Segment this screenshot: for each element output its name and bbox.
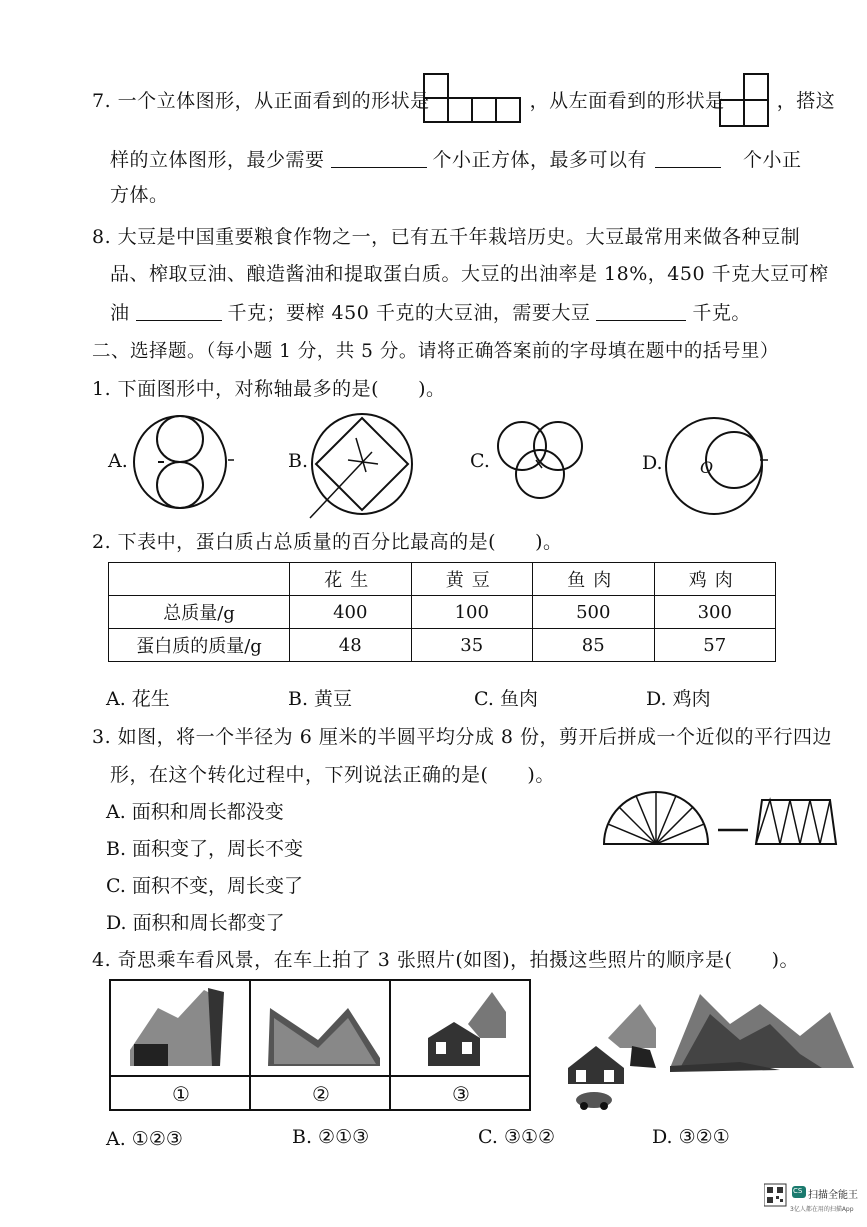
scanner-badge: CS [793,1187,803,1195]
photo-label-1: ① [172,1082,190,1106]
table-header-cell: 黄豆 [411,563,533,596]
scanner-brand: 扫描全能王 [808,1190,858,1201]
c1-figure-b [300,410,420,522]
c4-option-b: B. ②①③ [292,1126,370,1148]
c2-option-b: B. 黄豆 [288,688,353,710]
table-cell: 蛋白质的质量/g [109,629,290,662]
q8-text-3a: 油 [110,302,130,324]
c1-figure-c [490,412,590,504]
q7-blank-min[interactable] [331,149,427,168]
c4-option-d: D. ③②① [652,1126,730,1148]
c2-option-c: C. 鱼肉 [474,688,538,710]
c3-stem-1: 3. 如图，将一个半径为 6 厘米的半圆平均分成 8 份，剪开后拼成一个近似的平行四边 [92,726,833,748]
c4-option-a: A. ①②③ [106,1128,183,1150]
table-cell: 总质量/g [109,596,290,629]
q8-blank-soy[interactable] [596,302,686,321]
q7-blank-max[interactable] [655,149,721,168]
q7-line2 [110,145,802,172]
c1-center-o: O [700,458,714,477]
scenery-picture [560,984,856,1114]
c2-option-d: D. 鸡肉 [646,688,711,710]
left-view-figure [718,72,772,128]
c3-stem-2: 形，在这个转化过程中，下列说法正确的是( )。 [110,764,555,786]
table-row [109,629,776,662]
q7-text-2a: 样的立体图形，最少需要 [110,149,325,171]
c3-option-a: A. 面积和周长都没变 [106,801,284,823]
q7-text-2b: 个小正方体，最多可以有 [432,149,648,171]
table-cell: 100 [411,596,533,629]
table-header-cell: 鱼肉 [533,563,655,596]
c3-option-b: B. 面积变了，周长不变 [106,838,304,860]
c2-option-a: A. 花生 [106,688,170,710]
q7-line3: 方体。 [110,184,169,206]
photo-label-3: ③ [452,1082,470,1106]
c3-option-c: C. 面积不变，周长变了 [106,875,303,897]
table-cell: 35 [411,629,533,662]
table-cell: 57 [654,629,776,662]
c4-option-c: C. ③①② [478,1126,556,1148]
c4-stem: 4. 奇思乘车看风景，在车上拍了 3 张照片(如图)，拍摄这些照片的顺序是( )。 [92,949,799,971]
c1-figure-d [660,414,770,518]
semicircle-spoke [619,807,656,844]
q8-blank-oil[interactable] [136,302,222,321]
c1-figure-a [124,412,240,512]
q7-text-1c: ，搭这 [776,90,836,112]
q8-text-3c: 千克。 [692,302,751,324]
q8-text-3b: 千克；要榨 450 千克的大豆油，需要大豆 [227,302,591,324]
table-cell: 48 [290,629,412,662]
semicircle-figure [600,790,840,850]
c1-label-b: B. [288,450,309,472]
q8-line2: 品、榨取豆油、酿造酱油和提取蛋白质。大豆的出油率是 18%，450 千克大豆可榨 [110,263,829,285]
table-cell: 300 [654,596,776,629]
c1-label-d: D. [642,452,663,474]
table-row [109,596,776,629]
q7-text-1a: 7. 一个立体图形，从正面看到的形状是 [92,90,430,112]
photo-label-2: ② [312,1082,330,1106]
scanner-sub: 3亿人都在用的扫描App [790,1206,854,1213]
section2-heading: 二、选择题。（每小题 1 分，共 5 分。请将正确答案前的字母填在题中的括号里） [92,341,779,362]
table-header-cell: 花生 [290,563,412,596]
protein-table [108,562,776,662]
table-row [109,563,776,596]
table-header-cell [109,563,290,596]
table-header-cell: 鸡肉 [654,563,776,596]
q7-text-1b: ，从左面看到的形状是 [529,90,725,112]
c2-stem: 2. 下表中，蛋白质占总质量的百分比最高的是( )。 [92,531,563,553]
c1-label-a: A. [108,450,128,472]
c1-label-c: C. [470,450,490,472]
table-cell: 500 [533,596,655,629]
c3-option-d: D. 面积和周长都变了 [106,912,285,934]
table-cell: 85 [533,629,655,662]
table-cell: 400 [290,596,412,629]
q8-line1: 8. 大豆是中国重要粮食作物之一，已有五千年栽培历史。大豆最常用来做各种豆制 [92,226,801,248]
c1-stem: 1. 下面图形中，对称轴最多的是( )。 [92,378,446,400]
q7-text-2c: 个小正 [743,149,802,171]
front-view-figure [422,72,526,124]
semicircle-spoke [656,807,693,844]
q8-line3 [110,298,751,325]
